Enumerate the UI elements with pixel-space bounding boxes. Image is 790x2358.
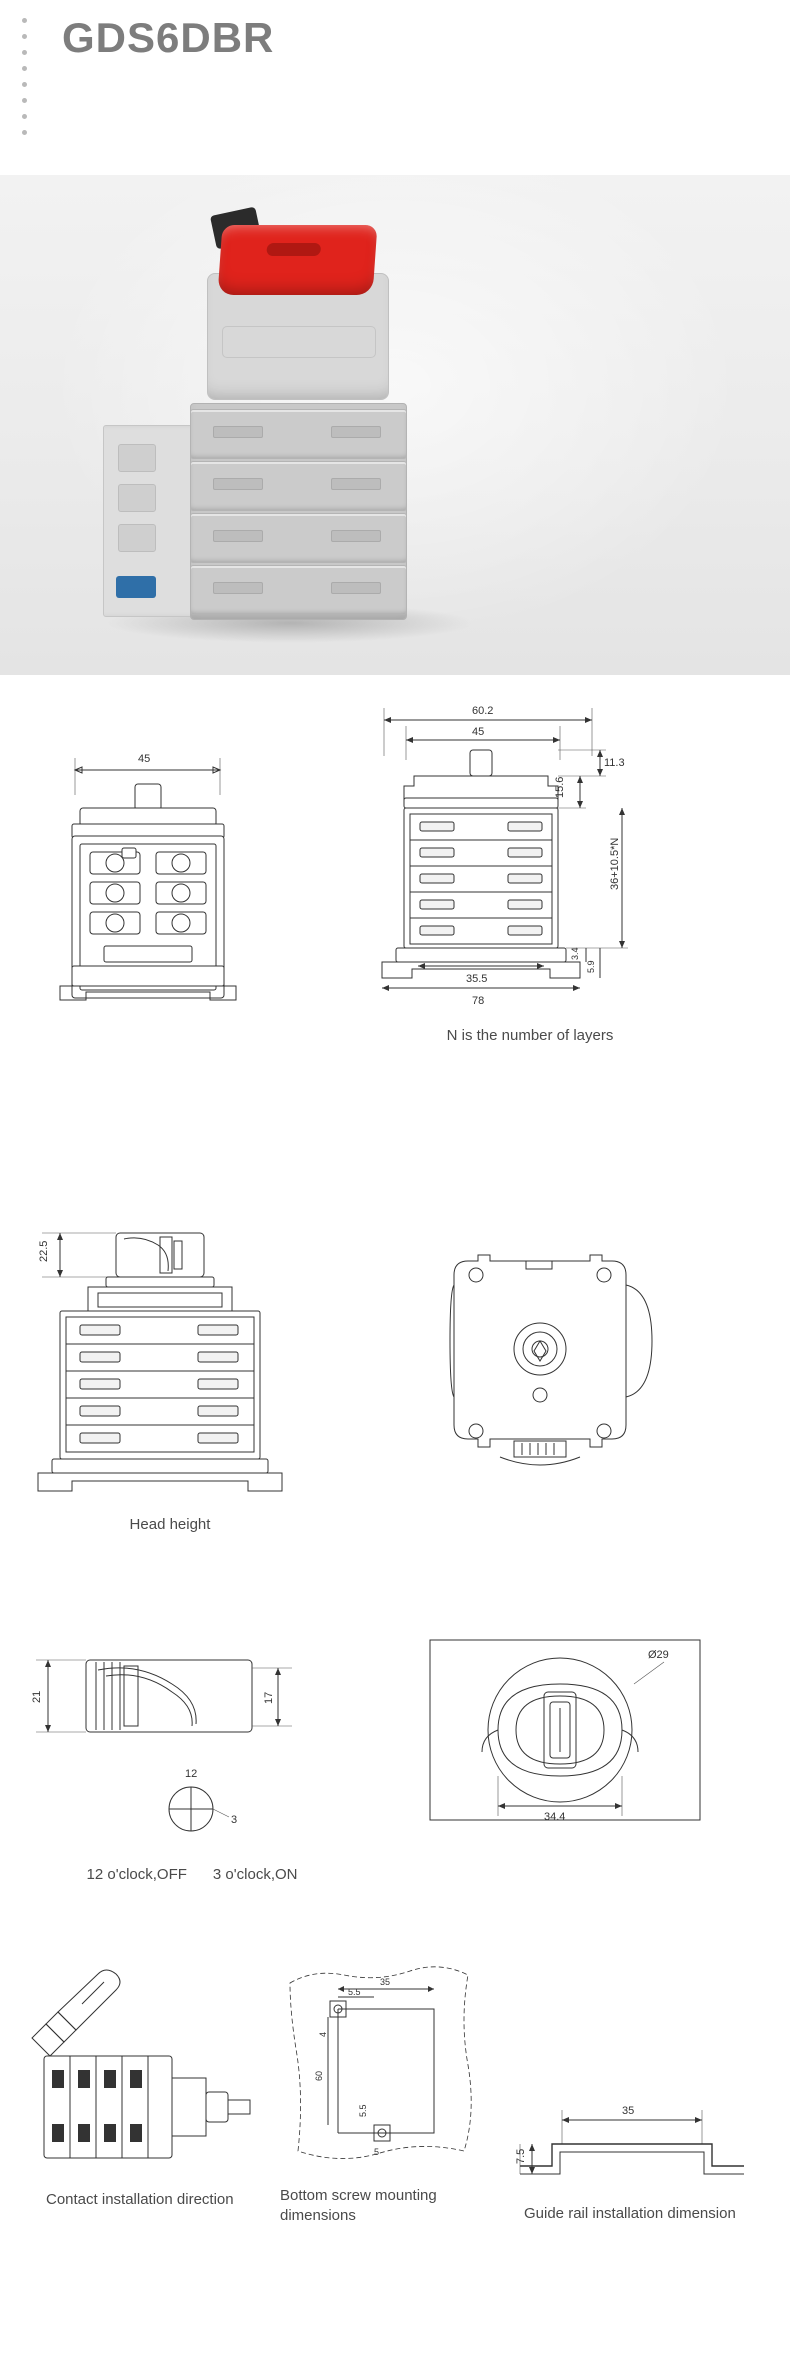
head-height-caption: Head height: [129, 1516, 211, 1533]
clock-caption-on: 3 o'clock,ON: [212, 1866, 298, 1883]
side-view-drawing: [360, 690, 760, 1046]
dim-head-height: 15.6: [554, 776, 566, 798]
contact-installation-drawing: [20, 1960, 260, 2210]
handle-side-profile-drawing: [20, 1640, 320, 1750]
dim-foot-large: 5.9: [586, 960, 596, 973]
clock-label-12: 12: [185, 1768, 198, 1780]
dim-bottom-top: 35: [380, 1977, 391, 1987]
dim-handle-diameter: Ø29: [648, 1649, 669, 1661]
contact-layer: [190, 461, 407, 511]
dim-bottom-height: 60: [314, 2070, 324, 2081]
front-view-drawing: [20, 700, 350, 1030]
bottom-screw-caption: Bottom screw mounting dimensions: [280, 2187, 437, 2225]
dim-head-top: 11.3: [604, 757, 625, 769]
product-photo: [0, 175, 790, 675]
rear-view-drawing: [430, 1245, 690, 1495]
dim-handle-right-height: 17: [263, 1691, 275, 1704]
dim-layer-stack: 36+10.5*N: [609, 837, 621, 890]
handle-top-view-drawing: [420, 1630, 720, 1860]
decorative-dot-column: [22, 18, 30, 146]
clock-label-3: 3: [231, 1814, 238, 1826]
contact-layer: [190, 513, 407, 563]
dim-handle-left-height: 21: [31, 1690, 43, 1703]
dim-head-height-22-5: 22.5: [38, 1240, 50, 1262]
dim-overall-depth: 60.2: [472, 705, 494, 717]
dim-body-width: 45: [472, 726, 485, 738]
guide-rail-drawing: [510, 2090, 760, 2224]
bottom-screw-drawing: [270, 1955, 500, 2227]
side-view-caption: N is the number of layers: [446, 1027, 614, 1044]
contact-installation-caption: Contact installation direction: [46, 2191, 234, 2208]
contact-layer: [190, 565, 407, 615]
dim-front-width: 45: [138, 753, 151, 765]
dim-handle-width: 34.4: [544, 1811, 566, 1823]
page-title: GDS6DBR: [62, 14, 275, 61]
head-height-drawing: [20, 1215, 320, 1535]
rail-clip: [116, 576, 156, 598]
dim-foot-small: 3.4: [570, 947, 580, 960]
dim-center-span: 35.5: [466, 973, 488, 985]
contact-layer: [190, 409, 407, 459]
dim-base-width: 78: [472, 995, 485, 1007]
dim-rail-height: 7.5: [515, 2148, 527, 2164]
dim-bottom-bottom: 5: [374, 2147, 380, 2157]
guide-rail-caption: Guide rail installation dimension: [524, 2205, 736, 2222]
dim-rail-width: 35: [622, 2105, 635, 2117]
clock-caption: [22, 1865, 362, 1885]
dim-bottom-top-small: 5.5: [348, 1987, 361, 1997]
dim-bottom-left: 4: [318, 2031, 328, 2037]
page-header: [0, 0, 790, 175]
product-illustration: [95, 203, 475, 663]
dim-bottom-low: 5.5: [358, 2104, 368, 2117]
clock-caption-off: 12 o'clock,OFF: [86, 1866, 187, 1883]
clock-position-diagram: [145, 1765, 265, 1845]
red-handle-knob: [218, 225, 378, 295]
